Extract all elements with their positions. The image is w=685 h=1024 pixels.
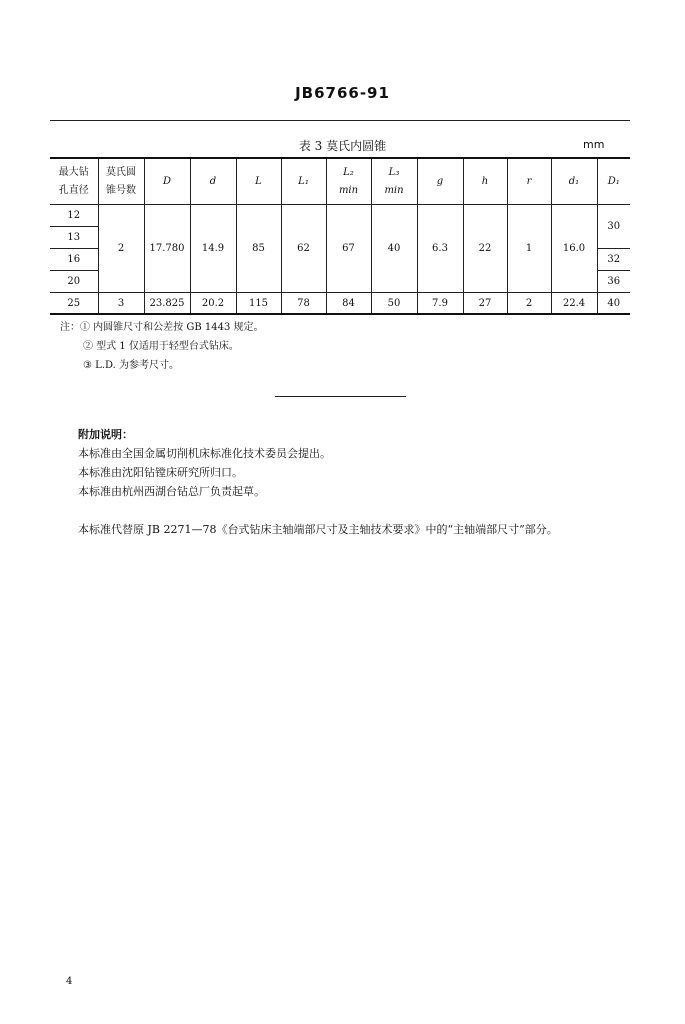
header-cell: L₁ — [281, 158, 326, 205]
addendum-line: 本标准由沈阳钻镗床研究所归口。 — [78, 466, 243, 479]
header-cell: D — [144, 158, 190, 205]
drill-diameter-cell: 20 — [50, 271, 98, 293]
L-cell: 85 — [236, 205, 281, 293]
d1-cell: 22.4 — [551, 293, 597, 315]
L3-cell: 50 — [371, 293, 417, 315]
header-cell: L — [236, 158, 281, 205]
L3-cell: 40 — [371, 205, 417, 293]
table-notes — [60, 318, 264, 375]
D1-cell: 30 — [597, 205, 630, 249]
L2-cell: 84 — [326, 293, 371, 315]
table-unit: mm — [583, 138, 605, 151]
g-cell: 7.9 — [417, 293, 463, 315]
header-rule — [50, 120, 630, 121]
drill-diameter-cell: 16 — [50, 249, 98, 271]
section-divider — [275, 396, 406, 397]
d-cell: 14.9 — [190, 205, 236, 293]
morse-no-cell: 3 — [98, 293, 144, 315]
addendum-line: 本标准由杭州西湖台钻总厂负责起草。 — [78, 485, 265, 498]
note-item: 注：① 内圆锥尺寸和公差按 GB 1443 规定。 — [60, 322, 264, 333]
g-cell: 6.3 — [417, 205, 463, 293]
drill-diameter-cell: 12 — [50, 205, 98, 227]
h-cell: 27 — [463, 293, 507, 315]
L-cell: 115 — [236, 293, 281, 315]
note-item: ② 型式 1 仅适用于轻型台式钻床。 — [83, 341, 239, 352]
replacement-statement: 本标准代替原 JB 2271—78《台式钻床主轴端部尺寸及主轴技术要求》中的“主轴端部尺寸”部分。 — [78, 523, 558, 536]
D-cell: 17.780 — [144, 205, 190, 293]
addendum-line: 本标准由全国金属切削机床标准化技术委员会提出。 — [78, 447, 331, 460]
header-cell: D₁ — [597, 158, 630, 205]
header-cell: L₃ min — [371, 158, 417, 205]
r-cell: 2 — [507, 293, 551, 315]
h-cell: 22 — [463, 205, 507, 293]
header-cell: r — [507, 158, 551, 205]
D1-cell: 32 — [597, 249, 630, 271]
morse-no-cell: 2 — [98, 205, 144, 293]
table-caption: 表 3 莫氏内圆锥 — [298, 139, 387, 153]
L1-cell: 62 — [281, 205, 326, 293]
D1-cell: 40 — [597, 293, 630, 315]
L2-cell: 67 — [326, 205, 371, 293]
d-cell: 20.2 — [190, 293, 236, 315]
morse-taper-table — [50, 157, 630, 315]
page-number: 4 — [66, 976, 73, 987]
header-cell: d — [190, 158, 236, 205]
d1-cell: 16.0 — [551, 205, 597, 293]
header-cell: L₂ min — [326, 158, 371, 205]
addendum — [78, 425, 331, 501]
header-cell: 最大钻 孔直径 — [50, 158, 98, 205]
header-cell: d₁ — [551, 158, 597, 205]
D1-cell: 36 — [597, 271, 630, 293]
L1-cell: 78 — [281, 293, 326, 315]
drill-diameter-cell: 25 — [50, 293, 98, 315]
r-cell: 1 — [507, 205, 551, 293]
header-cell: 莫氏圆 锥号数 — [98, 158, 144, 205]
header-cell: h — [463, 158, 507, 205]
addendum-heading: 附加说明： — [78, 428, 133, 441]
D-cell: 23.825 — [144, 293, 190, 315]
standard-number: JB6766-91 — [295, 84, 390, 102]
header-cell: g — [417, 158, 463, 205]
drill-diameter-cell: 13 — [50, 227, 98, 249]
note-item: ③ L.D. 为参考尺寸。 — [83, 360, 179, 371]
